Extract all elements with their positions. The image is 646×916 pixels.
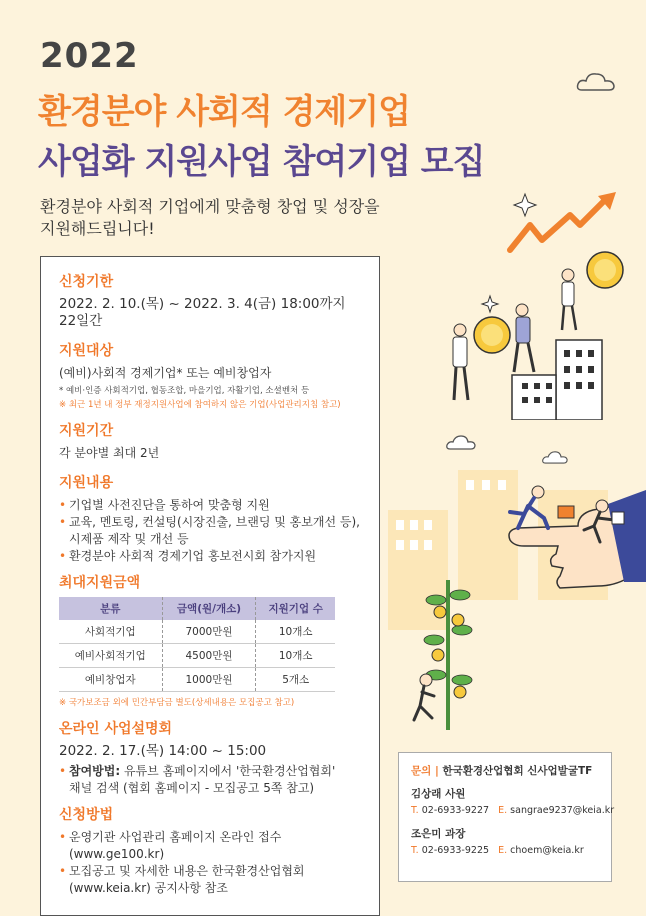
table-cell: 7000만원: [162, 620, 256, 644]
column-header: 지원기업 수: [256, 597, 335, 620]
briefing-datetime: 2022. 2. 17.(목) 14:00 ~ 15:00: [59, 743, 267, 759]
contact-line: [411, 805, 615, 816]
list-item: [59, 863, 361, 897]
contact-org: 한국환경산업협회 신사업발굴TF: [442, 765, 593, 777]
column-header: 분류: [59, 597, 162, 620]
list-item: • 기업별 사전진단을 통하여 맞춤형 지원: [59, 497, 361, 514]
contact-header: [411, 763, 599, 778]
briefing-heading: 온라인 사업설명회: [59, 721, 173, 737]
subtitle: [40, 196, 440, 240]
title-line1: 환경분야 사회적 경제기업: [38, 92, 410, 132]
growth-illustration: [430, 190, 630, 420]
apply-method-heading: 신청방법: [59, 807, 114, 823]
list-item-text: 교육, 멘토링, 컨설팅(시장진출, 브랜딩 및 홍보개선 등),: [69, 515, 360, 529]
target-text: (예비)사회적 경제기업* 또는 예비창업자: [59, 366, 272, 380]
table-cell: 10개소: [256, 620, 335, 644]
duration-heading: 지원기간: [59, 423, 114, 439]
tel-label: T.: [411, 805, 419, 816]
table-header-row: [59, 597, 335, 620]
cloud-icon: [542, 450, 568, 464]
cloud-icon: [446, 434, 476, 450]
apply-period-heading: 신청기한: [59, 274, 114, 290]
table-cell: 5개소: [256, 668, 335, 692]
list-item: [59, 763, 361, 797]
amount-table: [59, 597, 335, 692]
tel-label: T.: [411, 845, 419, 856]
contact-line: [411, 845, 599, 856]
duration-text: 각 분야별 최대 2년: [59, 446, 160, 460]
list-item: [59, 514, 361, 548]
table-cell: 1000만원: [162, 668, 256, 692]
contact-name: 김상래 사원: [411, 788, 466, 800]
list-item: • 환경분야 사회적 경제기업 홍보전시회 참가지원: [59, 548, 361, 565]
table-row: [59, 644, 335, 668]
method-label: 참여방법:: [69, 764, 121, 778]
subtitle-line1: 환경분야 사회적 기업에게 맞춤형 창업 및 성장을: [40, 197, 380, 216]
amount-note: ※ 국가보조금 외에 민간부담금 별도(상세내용은 모집공고 참고): [59, 698, 295, 708]
email-label: E.: [498, 805, 508, 816]
briefing-list: [59, 763, 361, 797]
contact-box: [398, 752, 615, 882]
email-value: choem@keia.kr: [510, 845, 584, 856]
column-header: 금액(원/개소): [162, 597, 256, 620]
tel-value: 02-6933-9225: [421, 845, 490, 856]
hand-illustration: [388, 470, 646, 730]
tel-value: 02-6933-9227: [421, 805, 490, 816]
subtitle-line2: 지원해드립니다!: [40, 219, 155, 238]
target-heading: 지원대상: [59, 343, 114, 359]
table-row: [59, 620, 335, 644]
target-note: * 예비·인증 사회적기업, 협동조합, 마을기업, 자활기업, 소셜벤처 등: [59, 386, 310, 396]
contact-name: 조은미 과장: [411, 828, 466, 840]
email-value: sangrae9237@keia.kr: [510, 805, 615, 816]
table-cell: 4500만원: [162, 644, 256, 668]
contact-label: 문의: [411, 765, 432, 777]
content-list: [59, 497, 361, 565]
content-heading: 지원내용: [59, 475, 114, 491]
table-cell: 예비사회적기업: [59, 644, 162, 668]
table-row: [59, 668, 335, 692]
year: 2022: [40, 36, 139, 76]
list-item: • 운영기관 사업관리 홈페이지 온라인 접수(www.ge100.kr): [59, 829, 361, 863]
list-item-cont: (www.keia.kr) 공지사항 참조: [69, 881, 228, 895]
cloud-icon: [576, 70, 616, 92]
method-text: 유튜브 홈페이지에서 '한국환경산업협회': [120, 764, 336, 778]
apply-period-text: 2022. 2. 10.(목) ~ 2022. 3. 4(금) 18:00까지 22일간: [59, 296, 346, 329]
email-label: E.: [498, 845, 508, 856]
method-text-cont: 채널 검색 (협회 홈페이지 - 모집공고 5쪽 참고): [69, 781, 315, 795]
apply-method-list: [59, 829, 361, 897]
separator: |: [431, 765, 443, 777]
table-cell: 사회적기업: [59, 620, 162, 644]
info-panel: [40, 256, 380, 916]
table-cell: 예비창업자: [59, 668, 162, 692]
table-cell: 10개소: [256, 644, 335, 668]
list-item-text: 모집공고 및 자세한 내용은 한국환경산업협회: [69, 864, 305, 878]
max-amount-heading: 최대지원금액: [59, 575, 141, 591]
title-line2: 사업화 지원사업 참여기업 모집: [38, 142, 485, 182]
target-warning: ※ 최근 1년 내 정부 재정지원사업에 참여하지 않은 기업(사업관리지침 참고): [59, 400, 341, 410]
list-item-cont: 시제품 제작 및 개선 등: [69, 532, 189, 546]
